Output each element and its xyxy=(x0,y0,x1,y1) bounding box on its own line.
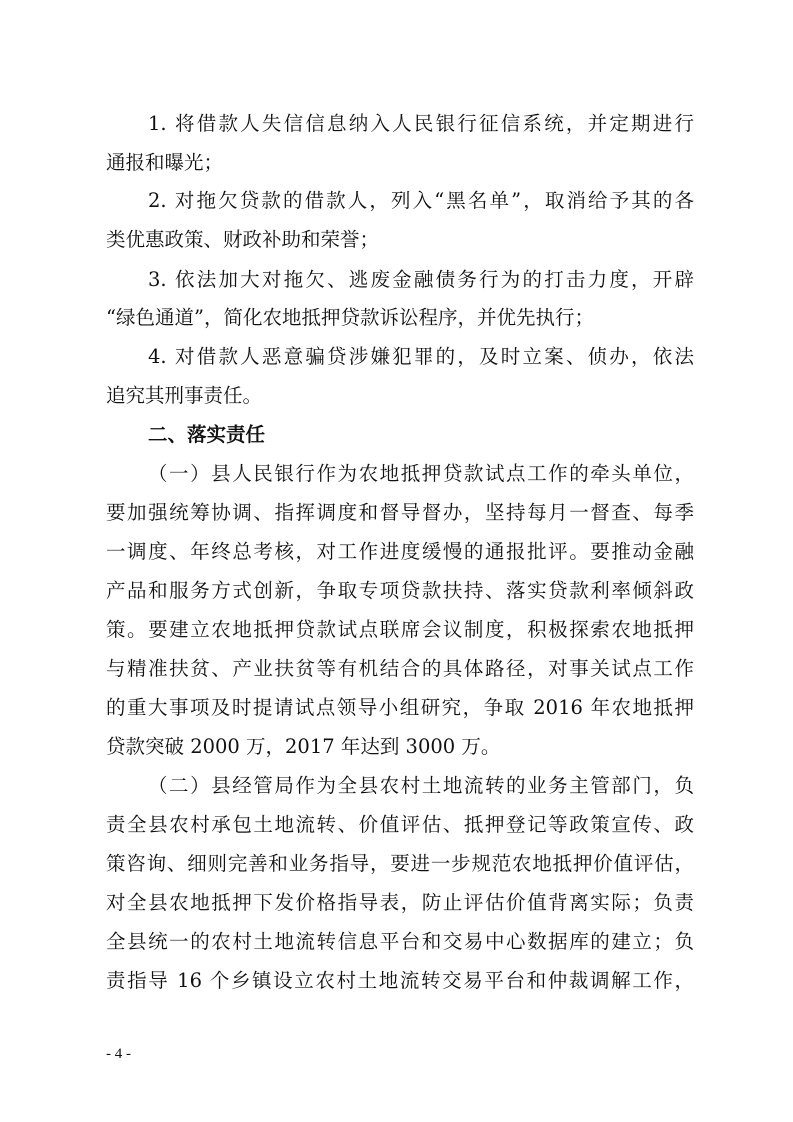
paragraph-6-line-3: 策咨询、细则完善和业务指导，要进一步规范农地抵押价值评估， xyxy=(106,852,694,875)
paragraph-6-line-2: 责全县农村承包土地流转、价值评估、抵押登记等政策宣传、政 xyxy=(106,813,694,836)
paragraph-5-line-1: （一）县人民银行作为农地抵押贷款试点工作的牵头单位， xyxy=(148,462,694,485)
paragraph-5-line-8: 贷款突破 2000 万，2017 年达到 3000 万。 xyxy=(106,735,501,758)
paragraph-3-line-1: 3. 依法加大对拖欠、逃废金融债务行为的打击力度，开辟 xyxy=(148,268,694,291)
paragraph-5-line-2: 要加强统筹协调、指挥调度和督导督办，坚持每月一督查、每季 xyxy=(106,501,694,524)
paragraph-6-line-1: （二）县经管局作为全县农村土地流转的业务主管部门，负 xyxy=(148,774,694,797)
paragraph-4-line-2: 追究其刑事责任。 xyxy=(106,384,263,407)
paragraph-5-line-7: 的重大事项及时提请试点领导小组研究，争取 2016 年农地抵押 xyxy=(106,696,694,719)
paragraph-1-line-1: 1. 将借款人失信信息纳入人民银行征信系统，并定期进行 xyxy=(148,112,694,135)
paragraph-5-line-5: 策。要建立农地抵押贷款试点联席会议制度，积极探索农地抵押 xyxy=(106,618,694,641)
paragraph-6-line-6: 责指导 16 个乡镇设立农村土地流转交易平台和仲裁调解工作， xyxy=(106,969,694,992)
paragraph-1-line-2: 通报和曝光； xyxy=(106,151,224,174)
paragraph-2-line-1: 2. 对拖欠贷款的借款人，列入“黑名单”，取消给予其的各 xyxy=(148,189,694,212)
paragraph-3-line-2: “绿色通道”，简化农地抵押贷款诉讼程序，并优先执行； xyxy=(106,306,594,329)
paragraph-5-line-4: 产品和服务方式创新，争取专项贷款扶持、落实贷款利率倾斜政 xyxy=(106,579,694,602)
page-number: - 4 - xyxy=(106,1046,131,1062)
paragraph-6-line-4: 对全县农地抵押下发价格指导表，防止评估价值背离实际；负责 xyxy=(106,891,694,914)
paragraph-4-line-1: 4. 对借款人恶意骗贷涉嫌犯罪的，及时立案、侦办，依法 xyxy=(148,345,694,368)
paragraph-2-line-2: 类优惠政策、财政补助和荣誉； xyxy=(106,228,380,251)
paragraph-5-line-6: 与精准扶贫、产业扶贫等有机结合的具体路径，对事关试点工作 xyxy=(106,657,694,680)
section-heading: 二、落实责任 xyxy=(148,423,266,446)
paragraph-5-line-3: 一调度、年终总考核，对工作进度缓慢的通报批评。要推动金融 xyxy=(106,540,694,563)
paragraph-6-line-5: 全县统一的农村土地流转信息平台和交易中心数据库的建立；负 xyxy=(106,930,694,953)
